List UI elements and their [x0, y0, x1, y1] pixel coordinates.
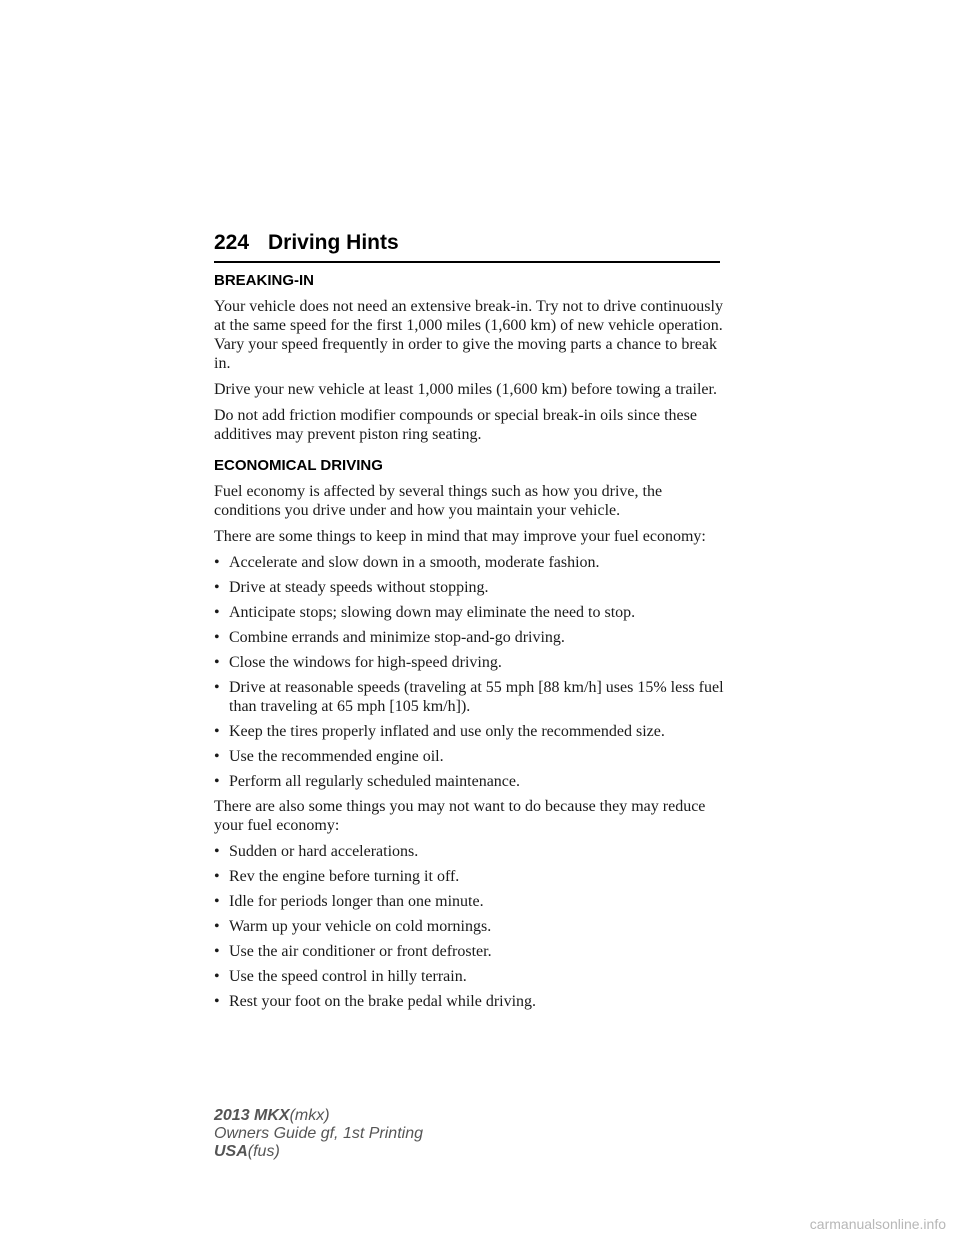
list-item-text: Perform all regularly scheduled maintenance.: [229, 773, 520, 790]
page-header: [214, 231, 720, 263]
list-item-text: Warm up your vehicle on cold mornings.: [229, 918, 492, 935]
list-item: [214, 917, 724, 936]
list-item-text: Combine errands and minimize stop-and-go driving.: [229, 629, 565, 646]
list-item-text: Accelerate and slow down in a smooth, moderate fashion.: [229, 554, 600, 571]
page-number: 224: [214, 231, 250, 254]
list-item-text: Keep the tires properly inflated and use only the recommended size.: [229, 723, 665, 740]
page-content: [214, 271, 724, 1017]
list-item-text: Close the windows for high-speed driving.: [229, 654, 502, 671]
list-item-text: Use the recommended engine oil.: [229, 748, 444, 765]
list-item-text: Rest your foot on the brake pedal while driving.: [229, 993, 537, 1010]
footer-market-code: (fus): [247, 1143, 280, 1160]
bullet-icon: •: [214, 723, 220, 740]
list-item: [214, 892, 724, 911]
footer-model: 2013 MKX: [214, 1107, 290, 1124]
paragraph: Do not add friction modifier compounds or special break-in oils since these additives may prevent piston ring seating.: [214, 407, 697, 443]
list-item: [214, 553, 724, 572]
bullet-icon: •: [214, 868, 220, 885]
reduce-economy-list: [214, 842, 724, 1011]
list-item: [214, 578, 724, 597]
list-item-text: Idle for periods longer than one minute.: [229, 893, 484, 910]
list-item: [214, 678, 724, 716]
list-item: [214, 772, 724, 791]
bullet-icon: •: [214, 679, 220, 696]
paragraph: There are also some things you may not want to do because they may reduce your fuel economy:: [214, 798, 706, 834]
list-item-text: Rev the engine before turning it off.: [229, 868, 460, 885]
section-heading-breaking-in: BREAKING-IN: [214, 272, 314, 289]
list-item: [214, 628, 724, 647]
list-item-text: Sudden or hard accelerations.: [229, 843, 419, 860]
bullet-icon: •: [214, 993, 220, 1010]
list-item-text: Drive at reasonable speeds (traveling at 55 mph [88 km/h] uses 15% less fuel than traveling at 65 mph [105 km/h]).: [229, 679, 724, 715]
paragraph: Your vehicle does not need an extensive break-in. Try not to drive continuously at the same speed for the first 1,000 miles (1,600 km) of new vehicle operation. Vary your speed frequently in order to give the moving parts a chance to break in.: [214, 298, 723, 372]
list-item: [214, 653, 724, 672]
bullet-icon: •: [214, 773, 220, 790]
list-item-text: Anticipate stops; slowing down may eliminate the need to stop.: [229, 604, 636, 621]
bullet-icon: •: [214, 654, 220, 671]
bullet-icon: •: [214, 629, 220, 646]
list-item-text: Use the speed control in hilly terrain.: [229, 968, 467, 985]
footer-model-code: (mkx): [289, 1107, 330, 1124]
list-item: [214, 747, 724, 766]
list-item: [214, 992, 724, 1011]
bullet-icon: •: [214, 943, 220, 960]
list-item: [214, 722, 724, 741]
footer-model-line: [214, 1107, 423, 1125]
bullet-icon: •: [214, 604, 220, 621]
bullet-icon: •: [214, 554, 220, 571]
bullet-icon: •: [214, 918, 220, 935]
bullet-icon: •: [214, 748, 220, 765]
footer-market: USA: [214, 1143, 248, 1160]
watermark: carmanualsonline.info: [809, 1216, 946, 1232]
paragraph: There are some things to keep in mind that may improve your fuel economy:: [214, 528, 706, 545]
bullet-icon: •: [214, 893, 220, 910]
bullet-icon: •: [214, 843, 220, 860]
list-item: [214, 967, 724, 986]
improve-economy-list: [214, 553, 724, 791]
footer-guide-line: Owners Guide gf, 1st Printing: [214, 1125, 423, 1142]
list-item: [214, 842, 724, 861]
section-heading-economical-driving: ECONOMICAL DRIVING: [214, 457, 383, 474]
list-item: [214, 942, 724, 961]
list-item: [214, 603, 724, 622]
list-item: [214, 867, 724, 886]
footer-market-line: [214, 1143, 423, 1161]
paragraph: Fuel economy is affected by several things such as how you drive, the conditions you drive under and how you maintain your vehicle.: [214, 483, 663, 519]
chapter-title: Driving Hints: [268, 231, 399, 254]
bullet-icon: •: [214, 968, 220, 985]
page-footer: [214, 1107, 423, 1161]
list-item-text: Use the air conditioner or front defroster.: [229, 943, 492, 960]
list-item-text: Drive at steady speeds without stopping.: [229, 579, 489, 596]
paragraph: Drive your new vehicle at least 1,000 miles (1,600 km) before towing a trailer.: [214, 381, 717, 398]
bullet-icon: •: [214, 579, 220, 596]
